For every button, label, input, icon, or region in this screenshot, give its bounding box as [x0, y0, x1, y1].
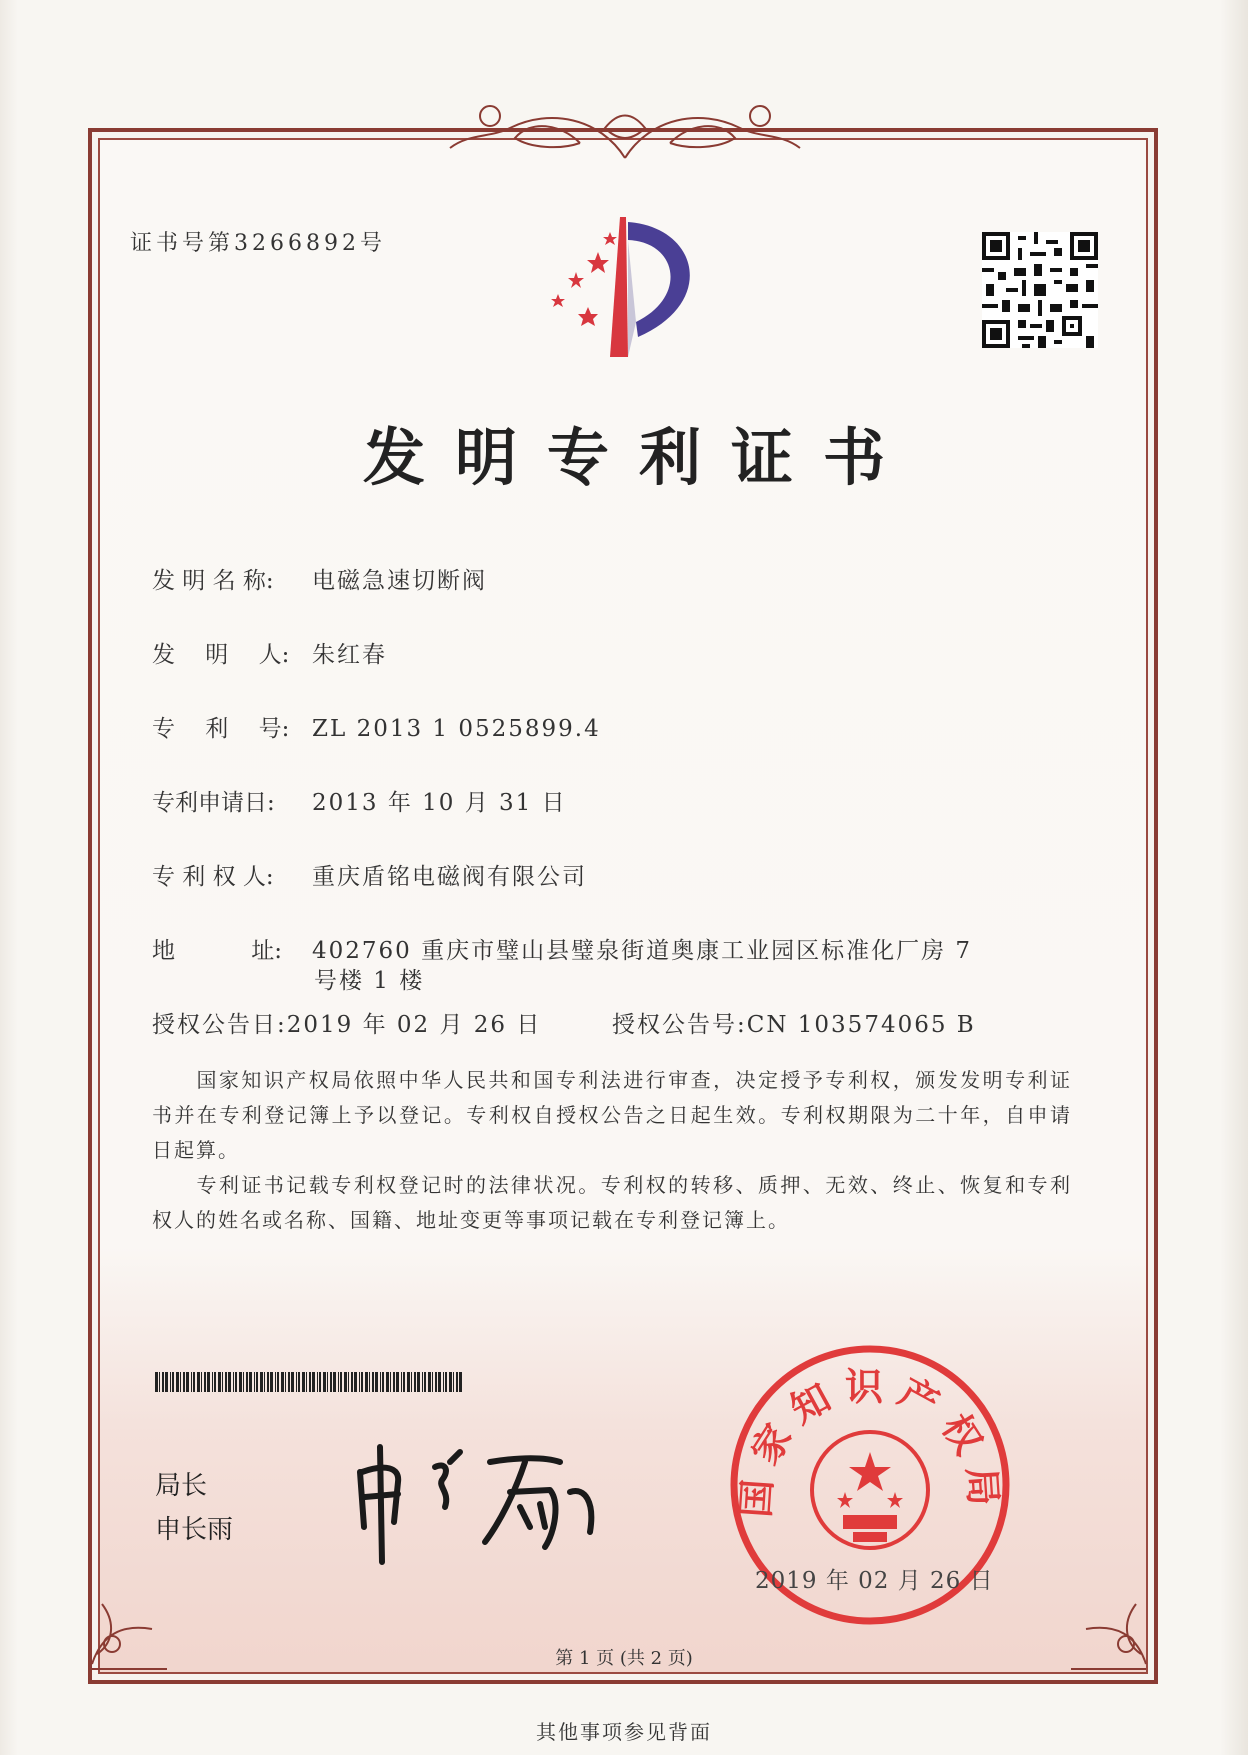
legal-paragraph	[152, 1063, 1072, 1168]
field-value: 402760 重庆市璧山县璧泉街道奥康工业园区标准化厂房 7	[312, 938, 973, 964]
field-value: 朱红春	[312, 642, 387, 668]
footer-note: 其他事项参见背面	[536, 1720, 712, 1744]
signature-icon	[350, 1432, 630, 1572]
field-label: 专利申请日:	[152, 790, 275, 816]
field-address-line2: 号楼 1 楼	[314, 968, 425, 994]
field-address	[152, 932, 972, 965]
field-inventor	[152, 636, 387, 669]
qr-code-icon	[982, 232, 1098, 348]
field-value: 2013 年 10 月 31 日	[312, 790, 567, 816]
top-ornament-icon	[430, 98, 820, 168]
certificate-title: 发明专利证书	[362, 421, 915, 494]
field-label: 地 址:	[152, 938, 283, 964]
legal-paragraph-text: 国家知识产权局依照中华人民共和国专利法进行审查，决定授予专利权，颁发发明专利证书并在专利登记簿上予以登记。专利权自授权公告之日起生效。专利权期限为二十年，自申请日起算。	[152, 1068, 1072, 1162]
legal-paragraph-text: 专利证书记载专利权登记时的法律状况。专利权的转移、质押、无效、终止、恢复和专利权人的姓名或名称、国籍、地址变更等事项记载在专利登记簿上。	[152, 1173, 1072, 1232]
director-title: 局长	[155, 1471, 208, 1501]
field-patentee	[152, 858, 587, 891]
field-label: 授权公告日:	[152, 1012, 287, 1038]
field-value: 电磁急速切断阀	[312, 568, 487, 594]
field-invention-name	[152, 562, 487, 595]
seal-text: 国家知识产权局	[733, 1365, 1007, 1519]
field-label: 专 利 权 人:	[152, 864, 274, 890]
barcode-icon	[155, 1372, 463, 1392]
seal-date: 2019 年 02 月 26 日	[755, 1568, 994, 1594]
certificate-number: 证书号第3266892号	[130, 231, 386, 256]
field-grant-number	[612, 1006, 976, 1039]
field-value: 2019 年 02 月 26 日	[286, 1012, 542, 1038]
field-patent-number	[152, 710, 601, 743]
page-number: 第 1 页 (共 2 页)	[555, 1648, 693, 1669]
field-label: 发 明 人:	[152, 642, 290, 668]
field-label: 发 明 名 称:	[152, 568, 274, 594]
field-value: 重庆盾铭电磁阀有限公司	[312, 864, 587, 890]
field-grant-date	[152, 1006, 541, 1039]
field-label: 授权公告号:	[612, 1012, 747, 1038]
field-application-date	[152, 784, 567, 817]
legal-paragraph	[152, 1168, 1072, 1238]
field-value: CN 103574065 B	[746, 1012, 976, 1038]
patent-office-logo-icon	[528, 212, 718, 362]
field-value: ZL 2013 1 0525899.4	[312, 716, 601, 742]
field-label: 专 利 号:	[152, 716, 290, 742]
director-block	[155, 1464, 233, 1552]
director-name: 申长雨	[155, 1515, 234, 1545]
